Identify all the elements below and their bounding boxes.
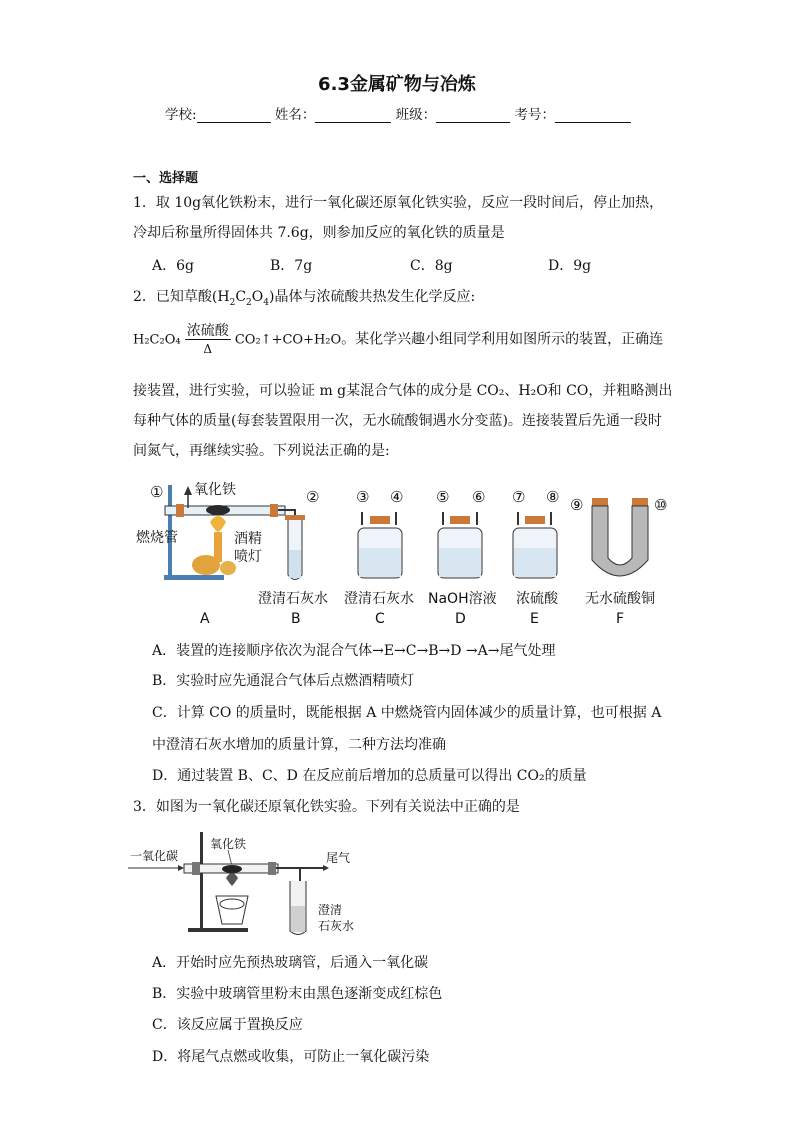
caption-d: NaOH溶液	[428, 591, 497, 607]
caption-f: 无水硫酸铜	[585, 591, 655, 607]
label-port-10: ⑩	[654, 496, 668, 514]
u-tube-f	[592, 506, 648, 576]
label-port-4: ④	[390, 488, 404, 506]
label-port-7: ⑦	[512, 488, 526, 506]
label-port-6: ⑥	[472, 488, 486, 506]
label-lamp-2: 喷灯	[234, 549, 262, 565]
q1-option-b[interactable]: B．7g	[270, 258, 313, 274]
label-lamp-1: 酒精	[234, 531, 262, 547]
stand-base	[164, 575, 224, 580]
q3-option-a[interactable]: A．开始时应先预热玻璃管，后通入一氧化碳	[152, 955, 429, 971]
class-blank[interactable]	[436, 108, 510, 123]
stopper-right	[270, 504, 278, 517]
label-lime-1: 澄清	[318, 903, 343, 917]
name-label: 姓名：	[274, 107, 316, 123]
stopper-left	[176, 504, 184, 517]
letter-c: C	[375, 611, 385, 627]
q2-option-a[interactable]: A．装置的连接顺序依次为混合气体→E→C→B→D →A→尾气处理	[152, 643, 556, 659]
q1-line2: 冷却后称量所得固体共 7.6g，则参加反应的氧化铁的质量是	[133, 225, 505, 241]
lamp-body	[192, 555, 220, 575]
label-fe2o3: 氧化铁	[210, 837, 247, 851]
q2-option-b[interactable]: B．实验时应先通混合气体后点燃酒精喷灯	[152, 673, 415, 689]
label-tail-gas: 尾气	[326, 851, 351, 865]
letter-f: F	[616, 611, 625, 627]
q3-option-b[interactable]: B．实验中玻璃管里粉末由黑色逐渐变成红棕色	[152, 986, 443, 1002]
school-blank[interactable]	[197, 108, 271, 123]
q1-option-c[interactable]: C．8g	[410, 258, 453, 274]
label-port-5: ⑤	[436, 488, 450, 506]
powder	[222, 865, 242, 873]
q2-option-c-cont: 中澄清石灰水增加的质量计算，二种方法均准确	[152, 737, 446, 753]
q3-option-c[interactable]: C．该反应属于置换反应	[152, 1017, 303, 1033]
letter-e: E	[530, 611, 539, 627]
q2-line1: 2．已知草酸$(H_2C_2O_4)$晶体与浓硫酸共热发生化学反应:	[133, 289, 476, 308]
label-combustion-tube: 燃烧管	[136, 530, 178, 546]
letter-d: D	[455, 611, 466, 627]
label-lime-2: 石灰水	[318, 919, 355, 933]
q2-line4: 每种气体的质量(每套装置限用一次，无水硫酸铜遇水分变蓝)。连接装置后先通一段时	[133, 413, 662, 429]
co-reduction-figure	[128, 826, 388, 941]
page-title: 6.3金属矿物与冶炼	[318, 74, 476, 95]
section-heading: 一、选择题	[133, 171, 199, 186]
caption-b: 澄清石灰水	[258, 591, 328, 607]
eq-reactant: H₂C₂O₄	[133, 332, 181, 348]
q2-option-c[interactable]: C．计算 CO 的质量时，既能根据 A 中燃烧管内固体减少的质量计算，也可根据 A	[152, 705, 662, 721]
eq-rest: 。某化学兴趣小组同学利用如图所示的装置，正确连	[341, 331, 664, 348]
q1-option-a[interactable]: A．6g	[152, 258, 194, 274]
q1-option-d[interactable]: D．9g	[548, 258, 592, 274]
label-port-8: ⑧	[546, 488, 560, 506]
eq-condition: $\frac{\text{浓硫酸}}{\Delta}$	[186, 323, 229, 356]
label-iron-oxide: 氧化铁	[194, 482, 236, 498]
name-blank[interactable]	[315, 108, 391, 123]
label-port-9: ⑨	[570, 496, 584, 514]
q1-line1: 1．取 10g氧化铁粉末，进行一氧化碳还原氧化铁实验，反应一段时间后，停止加热，	[133, 195, 664, 211]
label-co: 一氧化碳	[130, 849, 179, 863]
student-info-row	[165, 103, 631, 123]
school-label: 学校:	[165, 107, 197, 123]
q2-line5: 间氮气，再继续实验。下列说法正确的是:	[133, 443, 390, 459]
iron-oxide-powder	[206, 505, 230, 515]
flame	[210, 516, 226, 532]
q2-line3: 接装置，进行实验，可以验证 m g某混合气体的成分是 CO₂、H₂O和 CO，并粗略测出	[133, 383, 673, 399]
reaction-equation	[133, 320, 663, 360]
number-blank[interactable]	[555, 108, 631, 123]
class-label: 班级：	[395, 107, 437, 123]
q3-stem: 3．如图为一氧化碳还原氧化铁实验。下列有关说法中正确的是	[133, 799, 520, 815]
label-port-3: ③	[356, 488, 370, 506]
alcohol-lamp	[216, 896, 248, 924]
number-label: 考号：	[514, 107, 555, 123]
caption-c: 澄清石灰水	[344, 591, 414, 607]
letter-a: A	[200, 611, 210, 627]
label-port-2: ②	[306, 488, 320, 506]
apparatus-figure	[130, 480, 675, 630]
letter-b: B	[291, 611, 301, 627]
q3-option-d[interactable]: D．将尾气点燃或收集，可防止一氧化碳污染	[152, 1049, 430, 1065]
caption-e: 浓硫酸	[516, 591, 558, 607]
eq-products: CO₂↑+CO+H₂O	[234, 332, 342, 348]
q2-option-d[interactable]: D．通过装置 B、C、D 在反应前后增加的总质量可以得出 CO₂的质量	[152, 768, 587, 784]
label-port-1: ①	[150, 483, 164, 501]
